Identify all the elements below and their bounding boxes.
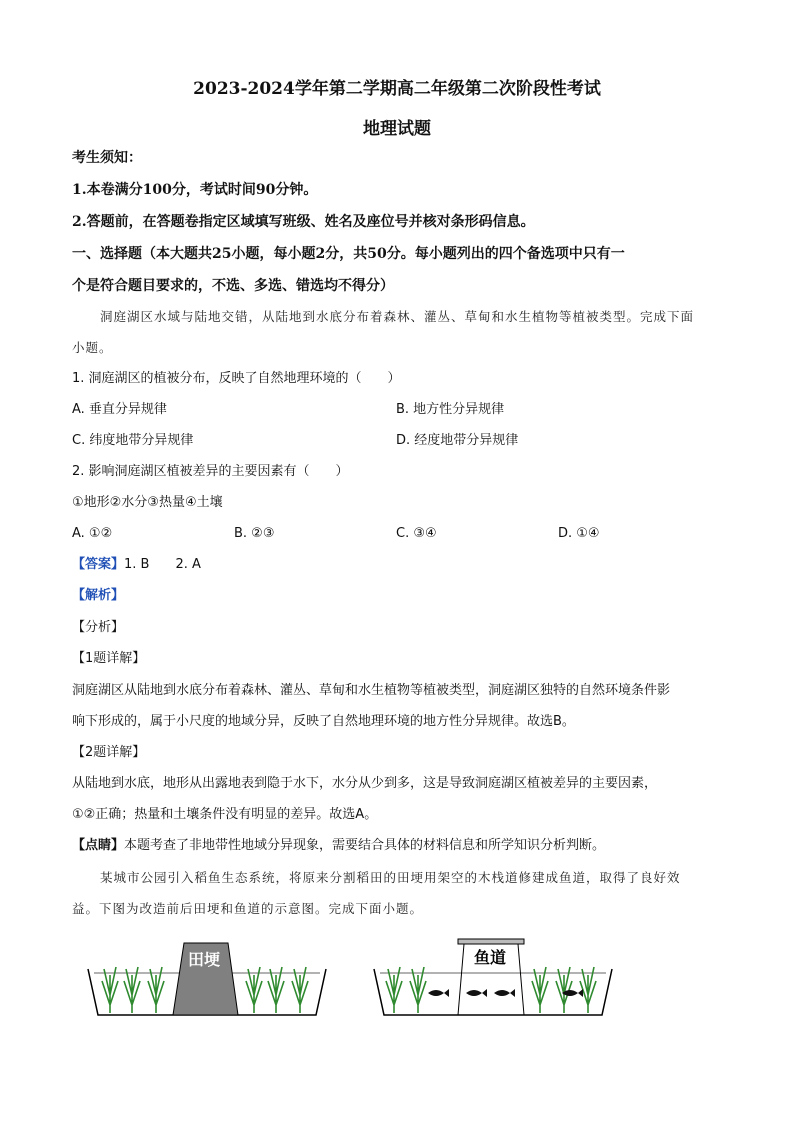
q2-stem: 2. 影响洞庭湖区植被差异的主要因素有（ ） bbox=[72, 464, 349, 479]
q1-option-a: A. 垂直分异规律 bbox=[72, 402, 167, 417]
material2-line1: 某城市公园引入稻鱼生态系统，将原来分割稻田的田埂用架空的木栈道修建成鱼道，取得了良好效 bbox=[100, 870, 681, 885]
detail2-line2: ①②正确；热量和土壤条件没有明显的差异。故选A。 bbox=[72, 807, 378, 822]
q2-factors: ①地形②水分③热量④土壤 bbox=[72, 495, 223, 510]
after-diagram bbox=[374, 939, 612, 1015]
q1-option-c: C. 纬度地带分异规律 bbox=[72, 433, 194, 448]
answer-line bbox=[72, 555, 201, 575]
notice-heading: 考生须知： bbox=[72, 150, 142, 166]
fish-icon bbox=[494, 989, 515, 997]
tip-line bbox=[72, 836, 605, 856]
fenxi-tag: 【分析】 bbox=[72, 620, 125, 635]
material1-line1: 洞庭湖区水域与陆地交错，从陆地到水底分布着森林、灌丛、草甸和水生植物等植被类型。完成下面 bbox=[100, 309, 695, 324]
q2-option-b: B. ②③ bbox=[234, 526, 275, 541]
boardwalk-post-left bbox=[458, 944, 464, 1015]
q2-option-c: C. ③④ bbox=[396, 526, 437, 541]
analysis-tag: 【解析】 bbox=[72, 588, 125, 603]
detail1-tag: 【1题详解】 bbox=[72, 651, 146, 666]
material1-line2: 小题。 bbox=[72, 340, 113, 355]
q2-option-a: A. ①② bbox=[72, 526, 113, 541]
answer-tag: 【答案】 bbox=[72, 557, 125, 572]
detail1-line2: 响下形成的，属于小尺度的地域分异，反映了自然地理环境的地方性分异规律。故选B。 bbox=[72, 714, 575, 729]
detail2-line1: 从陆地到水底，地形从出露地表到隐于水下，水分从少到多，这是导致洞庭湖区植被差异的主要因素， bbox=[72, 776, 658, 791]
wooden-boardwalk bbox=[458, 939, 524, 944]
q1-stem: 1. 洞庭湖区的植被分布，反映了自然地理环境的（ ） bbox=[72, 371, 401, 386]
tip-tag: 【点睛】 bbox=[72, 838, 125, 853]
exam-subtitle: 地理试题 bbox=[363, 119, 431, 139]
channel-label: 鱼道 bbox=[474, 948, 507, 967]
fish-icon bbox=[428, 989, 449, 997]
rice-fish-diagram bbox=[80, 935, 640, 1025]
section-heading-line1: 一、选择题（本大题共25小题，每小题2分，共50分。每小题列出的四个备选项中只有一 bbox=[72, 246, 625, 262]
material2-line2: 益。下图为改造前后田埂和鱼道的示意图。完成下面小题。 bbox=[72, 901, 424, 916]
before-diagram bbox=[88, 943, 326, 1015]
right-rice-plants bbox=[386, 967, 596, 1013]
q1-option-b: B. 地方性分异规律 bbox=[396, 402, 505, 417]
notice-item-1: 1.本卷满分100分，考试时间90分钟。 bbox=[72, 182, 318, 198]
ridge-label: 田埂 bbox=[188, 950, 221, 969]
q1-option-d: D. 经度地带分异规律 bbox=[396, 433, 519, 448]
detail2-tag: 【2题详解】 bbox=[72, 745, 146, 760]
boardwalk-post-right bbox=[518, 944, 524, 1015]
q2-option-d: D. ①④ bbox=[558, 526, 600, 541]
section-heading-line2: 个是符合题目要求的，不选、多选、错选均不得分） bbox=[72, 278, 394, 294]
tip-text: 本题考查了非地带性地域分异现象，需要结合具体的材料信息和所学知识分析判断。 bbox=[124, 838, 606, 853]
exam-title: 2023-2024学年第二学期高二年级第二次阶段性考试 bbox=[193, 79, 601, 99]
notice-item-2: 2.答题前，在答题卷指定区域填写班级、姓名及座位号并核对条形码信息。 bbox=[72, 214, 535, 230]
answer-text: 1. B 2. A bbox=[124, 557, 201, 572]
fish-icon bbox=[466, 989, 487, 997]
detail1-line1: 洞庭湖区从陆地到水底分布着森林、灌丛、草甸和水生植物等植被类型，洞庭湖区独特的自然环境条件影 bbox=[72, 683, 671, 698]
